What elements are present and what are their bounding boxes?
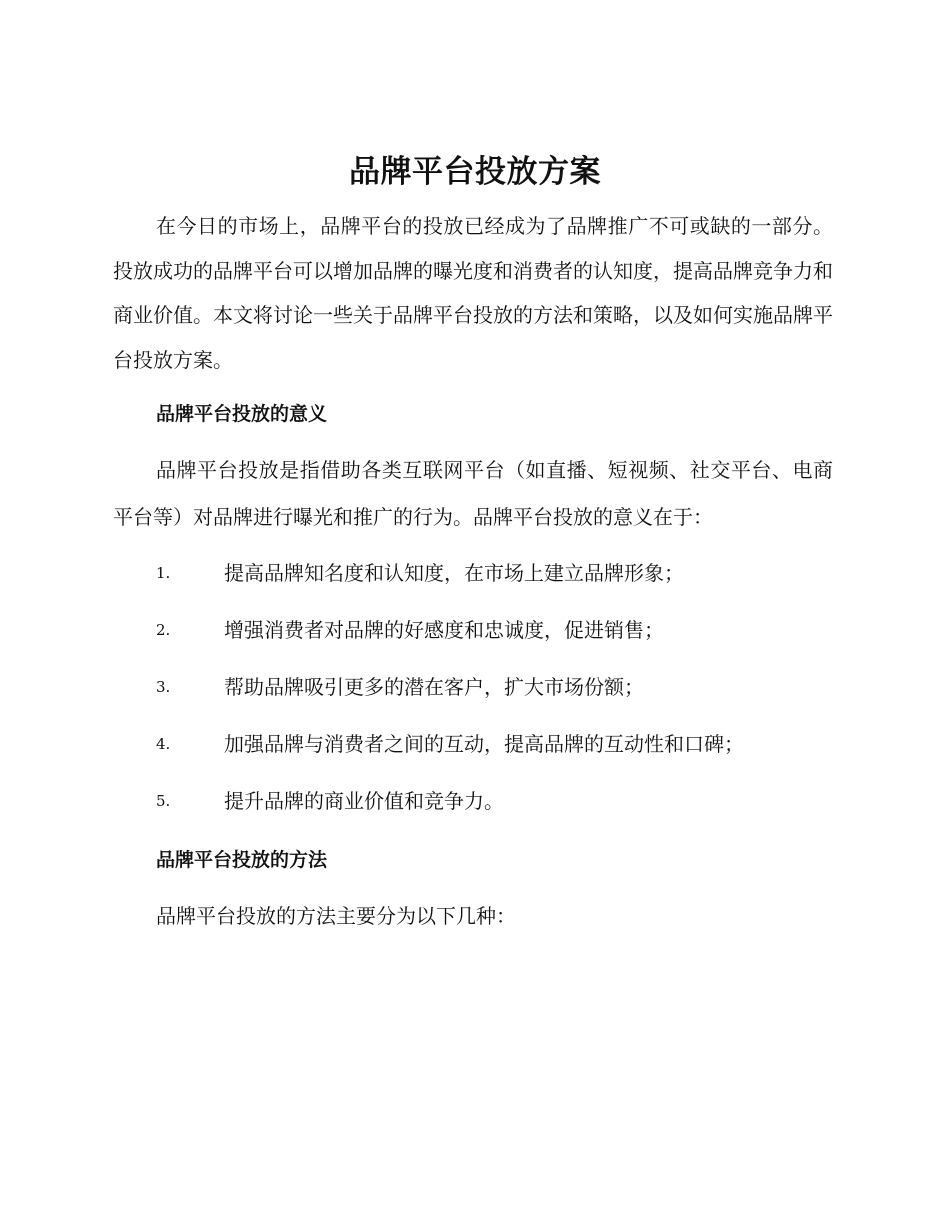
list-item (0, 729, 950, 759)
list-item (0, 786, 950, 816)
list-item (0, 615, 950, 645)
list-item (0, 558, 950, 588)
document-title: 品牌平台投放方案 (349, 154, 601, 190)
list-item (0, 672, 950, 702)
section-heading-methods: 品牌平台投放的方法 (156, 849, 328, 871)
list-item-number: 5. (156, 792, 171, 810)
section-paragraph-significance: 品牌平台投放是指借助各类互联网平台（如直播、短视频、社交平台、电商平台等）对品牌进行曝光和推广的行为。品牌平台投放的意义在于： (113, 458, 833, 529)
list-item-number: 3. (156, 678, 171, 696)
list-item-text: 帮助品牌吸引更多的潜在客户，扩大市场份额； (224, 675, 644, 699)
list-item-text: 增强消费者对品牌的好感度和忠诚度，促进销售； (224, 618, 664, 642)
section-heading-significance: 品牌平台投放的意义 (156, 403, 328, 425)
list-item-text: 加强品牌与消费者之间的互动，提高品牌的互动性和口碑； (224, 732, 744, 756)
list-item-number: 1. (156, 564, 171, 582)
list-item-text: 提高品牌知名度和认知度，在市场上建立品牌形象； (224, 561, 684, 585)
list-item-text: 提升品牌的商业价值和竞争力。 (224, 789, 504, 813)
section-paragraph-methods: 品牌平台投放的方法主要分为以下几种： (156, 904, 516, 928)
list-item-number: 4. (156, 735, 171, 753)
intro-paragraph: 在今日的市场上，品牌平台的投放已经成为了品牌推广不可或缺的一部分。投放成功的品牌平台可以增加品牌的曝光度和消费者的认知度，提高品牌竞争力和商业价值。本文将讨论一些关于品牌平台投放的方法和策略，以及如何实施品牌平台投放方案。 (113, 214, 833, 372)
list-item-number: 2. (156, 621, 171, 639)
